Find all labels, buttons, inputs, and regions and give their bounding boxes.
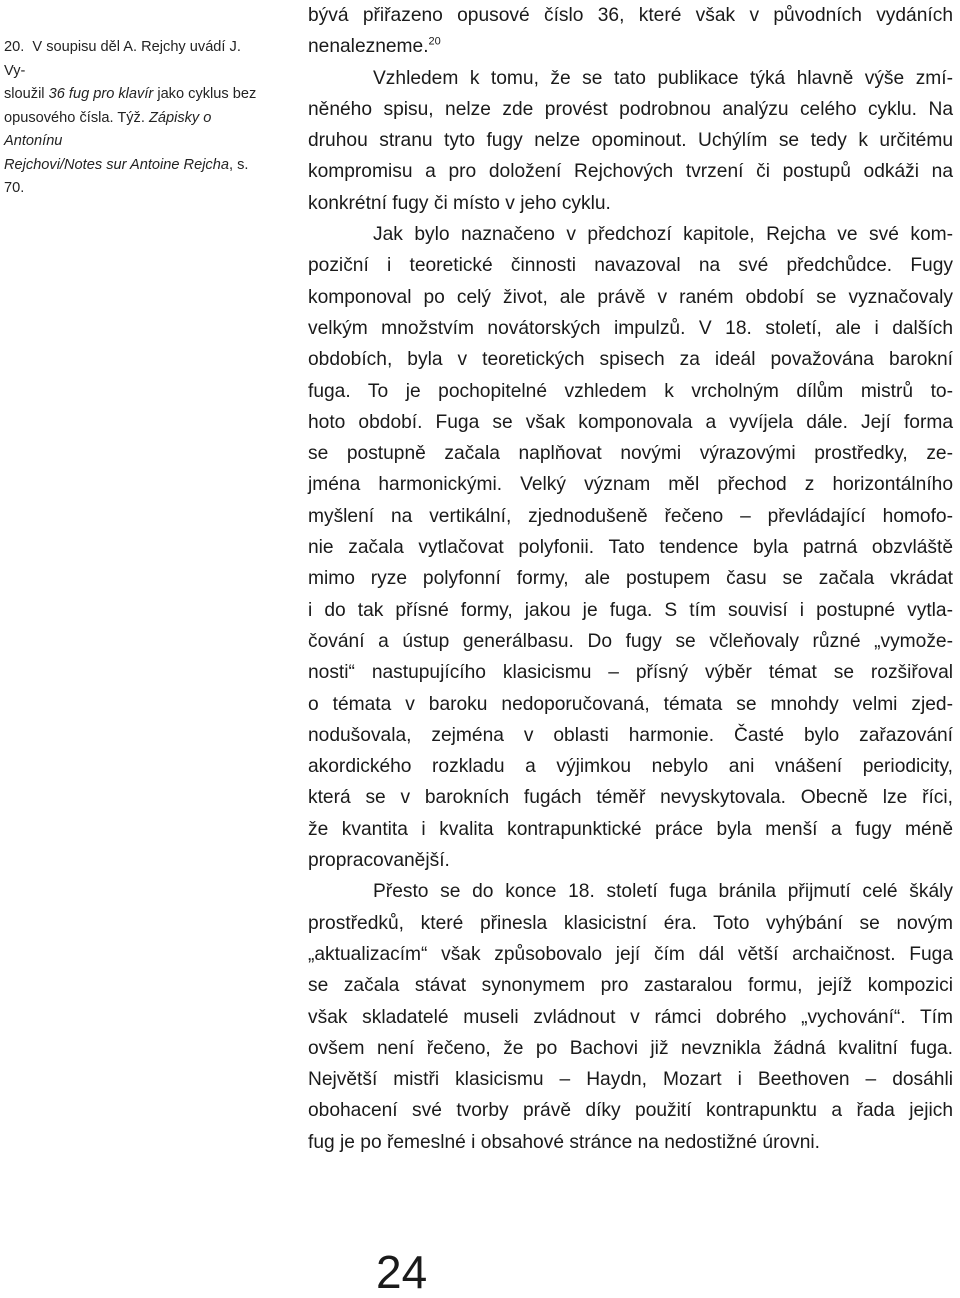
body-line: i do tak přísné formy, jakou je fuga. S tím souvisí i postupné vytla- xyxy=(308,599,953,621)
body-line: se začala stávat synonymem pro zastaralou formu, jejíž kompozici xyxy=(308,975,953,997)
body-line: kompromisu a pro doložení Rejchových tvrzení či postupů odkáži na xyxy=(308,161,953,183)
body-line: Přesto se do konce 18. století fuga bránila přijmutí celé škály xyxy=(373,881,953,903)
body-line: akordického rozkladu a výjimkou nebylo ani vnášení periodicity, xyxy=(308,756,953,778)
sidenote-line xyxy=(4,36,266,83)
body-line: však skladatelé museli zvládnout v rámci dobrého „vychování“. Tím xyxy=(308,1006,953,1028)
sidenote-text: opusového čísla. Týž. xyxy=(4,109,149,126)
sidenote-italic: 36 fug pro klavír xyxy=(48,86,154,102)
sidenote-italic: Rejchovi/Notes sur Antoine Rejcha xyxy=(4,156,229,173)
body-line: komponoval po celý život, ale právě v raném období se vyznačovaly xyxy=(308,286,953,308)
sidenote-text: , s. 70. xyxy=(4,156,249,196)
sidenote-text: jako cyklus bez xyxy=(153,86,257,102)
sidenote-italic: Zápisky o Antonínu xyxy=(4,109,212,149)
body-line: Největší mistři klasicismu – Haydn, Mozart i Beethoven – dosáhli xyxy=(308,1069,953,1091)
body-line: obdobích, byla v teoretických spisech za ideál považována barokní xyxy=(308,349,953,371)
body-line: obohacení své tvorby právě díky použití kontrapunktu a řada jejich xyxy=(308,1100,953,1122)
page-number: 24 xyxy=(376,1246,428,1298)
sidenote-line xyxy=(4,154,266,201)
body-line: Jak bylo naznačeno v předchozí kapitole, Rejcha ve své kom- xyxy=(373,224,953,246)
body-line: nosti“ nastupujícího klasicismu – přísný výběr témat se rozšiřoval xyxy=(308,662,953,684)
body-line: se postupně začala naplňovat novými výrazovými prostředky, ze- xyxy=(308,443,953,465)
body-line: poziční i teoretické činnosti navazoval na své předchůdce. Fugy xyxy=(308,255,953,277)
body-line: nodušovala, zejména v oblasti harmonie. Časté bylo zařazování xyxy=(308,724,953,746)
body-text xyxy=(308,0,953,1158)
body-line: Vzhledem k tomu, že se tato publikace týká hlavně výše zmí- xyxy=(373,67,953,89)
body-line: čování a ústup generálbasu. Do fugy se včleňovaly různé „vymože- xyxy=(308,630,953,652)
body-line: propracovanější. xyxy=(308,850,450,872)
sidenote-text: sloužil xyxy=(4,86,49,102)
sidenote-text: V soupisu děl A. Rejchy uvádí J. Vy- xyxy=(4,39,241,79)
body-line: fuga. To je pochopitelné vzhledem k vrcholným dílům mistrů to- xyxy=(308,380,953,402)
body-line: nie začala vytlačovat polyfonii. Tato tendence byla patrná obzvláště xyxy=(308,537,953,559)
body-line: myšlení na vertikální, zjednodušeně řečeno – převládající homofo- xyxy=(308,505,953,527)
body-line: hoto období. Fuga se však komponovala a vyvíjela dále. Její forma xyxy=(308,411,953,433)
body-line: ovšem není řečeno, že po Bachovi již nevznikla žádná kvalitní fuga. xyxy=(308,1037,953,1059)
footnote-number: 20. xyxy=(4,39,25,55)
sidenote-line xyxy=(4,83,266,107)
body-line: že kvantita i kvalita kontrapunktické práce byla menší a fugy méně xyxy=(308,818,953,840)
body-line: o témata v baroku nedoporučovaná, témata se mnohdy velmi zjed- xyxy=(308,693,953,715)
body-line: velkým množstvím novátorských impulzů. V 18. století, ale i dalších xyxy=(308,317,953,339)
body-line: jména harmonickými. Velký význam měl přechod z horizontálního xyxy=(308,474,953,496)
body-line: něného spisu, nelze zde provést podrobnou analýzu celého cyklu. Na xyxy=(308,98,953,120)
body-line: „aktualizacím“ však způsobovalo její čím dál větší archaičnost. Fuga xyxy=(308,943,953,965)
body-line-text: nenalezneme. xyxy=(308,36,429,58)
footnote-ref: 20 xyxy=(428,35,441,48)
sidenote-line xyxy=(4,107,266,154)
body-line: konkrétní fugy či místo v jeho cyklu. xyxy=(308,192,611,214)
body-line xyxy=(308,31,953,62)
body-line: která se v barokních fugách téměř nevyskytovala. Obecně lze říci, xyxy=(308,787,953,809)
body-line: mimo ryze polyfonní formy, ale postupem času se začala vkrádat xyxy=(308,568,953,590)
sidenote xyxy=(4,36,266,201)
body-line: prostředků, které přinesla klasicistní éra. Toto vyhýbání se novým xyxy=(308,912,953,934)
body-line: fug je po řemeslné i obsahové stránce na nedostižné úrovni. xyxy=(308,1131,820,1153)
body-line: bývá přiřazeno opusové číslo 36, které však v původních vydáních xyxy=(308,5,953,26)
body-line: druhou stranu tyto fugy nelze opominout. Uchýlím se tedy k určitému xyxy=(308,130,953,152)
